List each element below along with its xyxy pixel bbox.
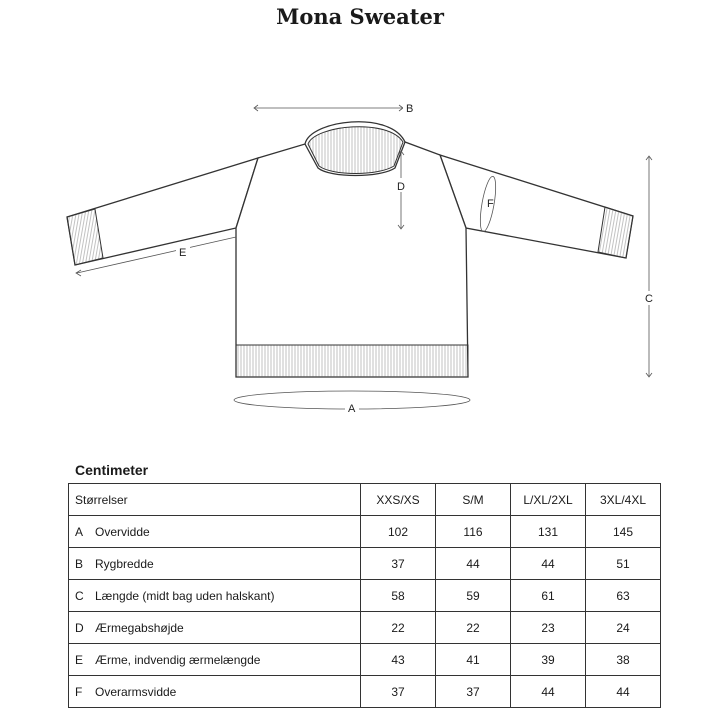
row-name: Ærme, indvendig ærmelængde xyxy=(95,652,261,667)
table-row xyxy=(69,644,661,676)
row-value: 43 xyxy=(361,644,436,676)
row-letter: E xyxy=(75,652,84,667)
row-value: 39 xyxy=(511,644,586,676)
row-letter: C xyxy=(75,588,84,603)
row-value: 38 xyxy=(586,644,661,676)
header-size: 3XL/4XL xyxy=(586,484,661,516)
row-value: 102 xyxy=(361,516,436,548)
row-value: 44 xyxy=(436,548,511,580)
label-d: D xyxy=(397,181,405,193)
table-row xyxy=(69,516,661,548)
row-name: Overvidde xyxy=(95,524,150,539)
row-letter: A xyxy=(75,524,84,539)
row-value: 22 xyxy=(361,612,436,644)
row-letter: D xyxy=(75,620,84,635)
row-name: Overarmsvidde xyxy=(95,684,177,699)
row-name: Længde (midt bag uden halskant) xyxy=(95,588,275,603)
row-value: 44 xyxy=(511,676,586,708)
row-letter: B xyxy=(75,556,84,571)
header-size: S/M xyxy=(436,484,511,516)
label-a: A xyxy=(348,403,356,415)
row-value: 145 xyxy=(586,516,661,548)
row-value: 41 xyxy=(436,644,511,676)
row-letter: F xyxy=(75,684,83,699)
row-value: 37 xyxy=(361,676,436,708)
table-header-row xyxy=(69,484,661,516)
page-title: Mona Sweater xyxy=(276,4,444,29)
row-value: 59 xyxy=(436,580,511,612)
size-table xyxy=(68,483,661,708)
hem-ribbing xyxy=(236,345,468,377)
header-size: XXS/XS xyxy=(361,484,436,516)
collar-ribbing xyxy=(308,127,403,174)
row-value: 61 xyxy=(511,580,586,612)
row-value: 63 xyxy=(586,580,661,612)
row-value: 37 xyxy=(361,548,436,580)
table-row xyxy=(69,612,661,644)
row-value: 51 xyxy=(586,548,661,580)
row-value: 24 xyxy=(586,612,661,644)
row-value: 23 xyxy=(511,612,586,644)
table-row xyxy=(69,580,661,612)
row-value: 44 xyxy=(511,548,586,580)
row-name: Rygbredde xyxy=(95,556,154,571)
table-heading: Centimeter xyxy=(75,462,149,478)
header-label: Størrelser xyxy=(69,484,361,516)
row-value: 37 xyxy=(436,676,511,708)
label-f: F xyxy=(487,198,494,210)
table-row xyxy=(69,548,661,580)
label-b: B xyxy=(406,103,414,115)
row-value: 116 xyxy=(436,516,511,548)
label-e: E xyxy=(179,247,187,259)
row-name: Ærmegabshøjde xyxy=(95,620,184,635)
row-value: 58 xyxy=(361,580,436,612)
row-value: 44 xyxy=(586,676,661,708)
row-value: 131 xyxy=(511,516,586,548)
header-size: L/XL/2XL xyxy=(511,484,586,516)
label-c: C xyxy=(645,293,653,305)
row-value: 22 xyxy=(436,612,511,644)
table-row xyxy=(69,676,661,708)
